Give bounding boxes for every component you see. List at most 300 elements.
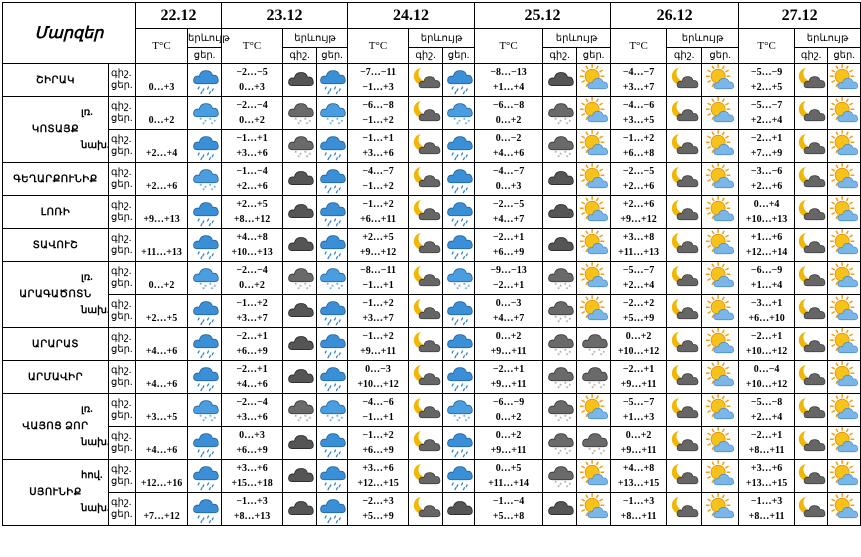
svg-text:*: * bbox=[298, 416, 302, 423]
moon-cloud-icon bbox=[409, 229, 443, 262]
moon-cloud-icon bbox=[409, 97, 443, 130]
night-temp: 0…+2 bbox=[495, 331, 522, 342]
day-temp: +3…+5 bbox=[622, 115, 655, 126]
svg-text:*: * bbox=[335, 117, 339, 124]
region-name: ԿՈՏԱՅՔ bbox=[3, 97, 109, 163]
dark-cloud-icon bbox=[283, 427, 317, 460]
sun-cloud-icon bbox=[702, 394, 739, 427]
day-header: ցեր. bbox=[702, 48, 739, 64]
svg-text:*: * bbox=[326, 414, 330, 421]
svg-text:*: * bbox=[293, 117, 297, 124]
temperature-cell bbox=[136, 394, 188, 427]
svg-text:*: * bbox=[201, 287, 205, 294]
night-temp: +2…+6 bbox=[622, 199, 655, 210]
rain-cloud-icon bbox=[317, 460, 348, 493]
temperature-cell bbox=[475, 163, 543, 196]
dark-cloud-icon bbox=[283, 328, 317, 361]
svg-text:*: * bbox=[556, 452, 560, 459]
svg-text:*: * bbox=[462, 282, 466, 289]
svg-text:*: * bbox=[567, 152, 571, 159]
sun-cloud-icon bbox=[577, 163, 611, 196]
temp-header: T°C bbox=[475, 29, 543, 64]
day-temp: +4…+6 bbox=[236, 379, 268, 390]
day-temp: +8…+11 bbox=[748, 511, 785, 522]
svg-text:*: * bbox=[208, 282, 212, 289]
rain-cloud-icon bbox=[188, 361, 222, 394]
night-temp: −5…−7 bbox=[622, 265, 655, 276]
svg-text:*: * bbox=[210, 122, 213, 129]
day-label: ցեր. bbox=[111, 179, 133, 190]
moon-cloud-icon bbox=[795, 493, 828, 526]
night-temp: −2…+1 bbox=[492, 364, 525, 375]
day-temp: +13…+15 bbox=[745, 478, 788, 489]
night-label: գիշ. bbox=[111, 68, 132, 79]
night-temp: −5…−7 bbox=[622, 397, 655, 408]
temp-header: T°C bbox=[611, 29, 667, 64]
day-temp: 0…+2 bbox=[148, 279, 175, 291]
svg-text:*: * bbox=[305, 287, 308, 294]
time-labels: լռ. գիշ. ցեր. bbox=[109, 394, 136, 427]
svg-text:*: * bbox=[298, 284, 302, 291]
sun-cloud-icon bbox=[702, 361, 739, 394]
moon-cloud-icon bbox=[795, 64, 828, 97]
day-label: ցեր. bbox=[111, 509, 133, 520]
day-label: ցեր. bbox=[111, 80, 133, 91]
rain-cloud-icon bbox=[443, 229, 475, 262]
night-temp: 0…+2 bbox=[625, 430, 652, 441]
sun-cloud-icon bbox=[702, 130, 739, 163]
night-temp: −1…+3 bbox=[236, 496, 268, 507]
phenomenon-header: երևույթ bbox=[283, 29, 348, 48]
temperature-cell bbox=[475, 196, 543, 229]
svg-text:*: * bbox=[293, 414, 297, 421]
svg-text:*: * bbox=[553, 414, 557, 421]
temperature-cell bbox=[136, 262, 188, 295]
day-temp: +9…+11 bbox=[620, 379, 657, 390]
time-labels: նախ. գիշ. ցեր. bbox=[109, 427, 136, 460]
day-temp: +2…+4 bbox=[750, 115, 783, 126]
svg-text:*: * bbox=[296, 155, 300, 162]
svg-text:*: * bbox=[296, 419, 300, 426]
night-temp: −6…−8 bbox=[362, 100, 394, 111]
night-header: գիշ. bbox=[283, 48, 317, 64]
day-temp: +4…+6 bbox=[145, 345, 178, 357]
svg-text:*: * bbox=[558, 119, 562, 126]
sun-cloud-icon bbox=[577, 64, 611, 97]
time-labels: հով. գիշ. ցեր. bbox=[109, 460, 136, 493]
svg-text:*: * bbox=[565, 287, 568, 294]
sun-cloud-icon bbox=[577, 130, 611, 163]
sun-cloud-icon bbox=[702, 97, 739, 130]
svg-text:*: * bbox=[198, 414, 202, 421]
rain-cloud-icon bbox=[443, 163, 475, 196]
night-header: գիշ. bbox=[409, 48, 443, 64]
svg-text:*: * bbox=[567, 119, 571, 126]
temperature-cell bbox=[136, 427, 188, 460]
svg-text:*: * bbox=[293, 150, 297, 157]
temperature-cell bbox=[739, 361, 795, 394]
svg-text:*: * bbox=[337, 287, 341, 294]
region-name: ՍՅՈՒՆԻՔ bbox=[3, 460, 109, 526]
svg-text:*: * bbox=[201, 419, 205, 426]
day-temp: +2…+6 bbox=[145, 180, 178, 192]
day-temp: +6…+11 bbox=[360, 214, 396, 225]
night-label: գիշ. bbox=[111, 299, 132, 310]
temperature-cell bbox=[348, 361, 409, 394]
svg-text:*: * bbox=[337, 122, 341, 129]
header-row-dates bbox=[3, 3, 861, 29]
night-temp: −6…−9 bbox=[492, 397, 525, 408]
svg-text:*: * bbox=[296, 287, 300, 294]
night-temp: −6…−9 bbox=[750, 265, 783, 276]
svg-text:*: * bbox=[558, 350, 562, 357]
sun-cloud-icon bbox=[828, 196, 861, 229]
svg-text:*: * bbox=[464, 287, 467, 294]
rain-cloud-icon bbox=[443, 64, 475, 97]
moon-cloud-icon bbox=[795, 130, 828, 163]
temperature-cell bbox=[222, 97, 283, 130]
svg-text:*: * bbox=[558, 416, 562, 423]
day-temp: +5…+8 bbox=[492, 511, 525, 522]
region-row bbox=[3, 229, 861, 262]
temperature-cell bbox=[348, 493, 409, 526]
rain-cloud-icon bbox=[443, 460, 475, 493]
temperature-cell bbox=[222, 328, 283, 361]
svg-text:*: * bbox=[556, 155, 560, 162]
svg-text:*: * bbox=[203, 185, 207, 192]
night-header: գիշ. bbox=[667, 48, 702, 64]
day-temp: +2…+6 bbox=[750, 181, 783, 192]
day-temp: +4…+6 bbox=[145, 444, 178, 456]
svg-text:*: * bbox=[565, 386, 568, 393]
night-temp: 0…−3 bbox=[495, 298, 522, 309]
temperature-cell bbox=[348, 196, 409, 229]
svg-text:*: * bbox=[307, 416, 311, 423]
svg-text:*: * bbox=[462, 117, 466, 124]
sun-cloud-icon bbox=[702, 328, 739, 361]
day-temp: +6…+8 bbox=[622, 148, 655, 159]
night-temp: 0…+5 bbox=[495, 463, 522, 474]
region-name: ՏԱՎՈՒՇ bbox=[3, 229, 109, 262]
moon-cloud-icon bbox=[667, 262, 702, 295]
svg-text:*: * bbox=[599, 386, 602, 393]
phenomenon-header: երևույթ bbox=[409, 29, 475, 48]
time-labels bbox=[109, 64, 136, 97]
night-label: գիշ. bbox=[111, 233, 132, 244]
rain-cloud-icon bbox=[188, 460, 222, 493]
moon-cloud-icon bbox=[795, 460, 828, 493]
day-label: ցեր. bbox=[111, 146, 133, 157]
time-labels bbox=[109, 328, 136, 361]
svg-text:*: * bbox=[210, 419, 213, 426]
temperature-cell bbox=[739, 427, 795, 460]
night-temp: −2…−4 bbox=[236, 265, 268, 276]
sun-cloud-icon bbox=[828, 262, 861, 295]
rain-cloud-icon bbox=[317, 130, 348, 163]
night-temp: −3…+1 bbox=[750, 298, 783, 309]
rain-cloud-icon bbox=[188, 64, 222, 97]
svg-text:*: * bbox=[553, 348, 557, 355]
regions-header: Մարզեր bbox=[3, 3, 136, 64]
svg-text:*: * bbox=[565, 122, 568, 129]
svg-text:*: * bbox=[462, 414, 466, 421]
day-temp: +3…+6 bbox=[362, 148, 394, 159]
night-temp: −2…−5 bbox=[236, 67, 268, 78]
day-temp: 0…+2 bbox=[239, 280, 265, 291]
sun-cloud-icon bbox=[828, 493, 861, 526]
moon-cloud-icon bbox=[795, 361, 828, 394]
day-temp: +4…+7 bbox=[492, 313, 525, 324]
temperature-cell bbox=[136, 229, 188, 262]
svg-text:*: * bbox=[331, 416, 334, 423]
temperature-cell bbox=[739, 163, 795, 196]
svg-text:*: * bbox=[558, 152, 562, 159]
region-name: ՎԱՅՈՑ ՁՈՐ bbox=[3, 394, 109, 460]
temperature-cell bbox=[348, 427, 409, 460]
night-temp: +1…+6 bbox=[750, 232, 783, 243]
day-temp: −1…+1 bbox=[362, 280, 394, 291]
day-header: ցեր. bbox=[317, 48, 348, 64]
temperature-cell bbox=[348, 130, 409, 163]
day-temp: +3…+7 bbox=[236, 313, 268, 324]
region-row bbox=[3, 196, 861, 229]
day-temp: 0…+2 bbox=[148, 114, 175, 126]
temperature-cell bbox=[475, 361, 543, 394]
sleet-cloud-icon bbox=[543, 130, 577, 163]
temperature-cell bbox=[136, 361, 188, 394]
phenomenon-header: երևույթ bbox=[543, 29, 611, 48]
night-temp: −2…+3 bbox=[362, 496, 394, 507]
rain-cloud-icon bbox=[317, 196, 348, 229]
svg-text:*: * bbox=[208, 117, 212, 124]
region-name: ԱՐԱՐԱՏ bbox=[3, 328, 109, 361]
day-label: ցեր. bbox=[111, 476, 133, 487]
temperature-cell bbox=[611, 493, 667, 526]
svg-text:*: * bbox=[455, 122, 459, 129]
day-temp: +11…+13 bbox=[141, 246, 182, 258]
sleet-cloud-icon bbox=[543, 394, 577, 427]
day-temp: +9…+11 bbox=[490, 445, 527, 456]
svg-text:*: * bbox=[212, 185, 216, 192]
temperature-cell bbox=[739, 493, 795, 526]
day-temp: +4…+7 bbox=[492, 214, 525, 225]
moon-cloud-icon bbox=[667, 130, 702, 163]
temperature-cell bbox=[136, 328, 188, 361]
day-temp: +10…+12 bbox=[617, 346, 660, 357]
sun-cloud-icon bbox=[828, 328, 861, 361]
night-temp: −1…+2 bbox=[362, 298, 394, 309]
svg-text:*: * bbox=[326, 282, 330, 289]
rain-cloud-icon bbox=[188, 196, 222, 229]
svg-text:*: * bbox=[563, 150, 567, 157]
day-temp: 0…+3 bbox=[148, 81, 175, 93]
snow-cloud-icon bbox=[188, 394, 222, 427]
day-label: ցեր. bbox=[111, 311, 133, 322]
moon-cloud-icon bbox=[667, 229, 702, 262]
temperature-cell bbox=[222, 427, 283, 460]
day-temp: +4…+6 bbox=[145, 378, 178, 390]
temp-header: T°C bbox=[348, 29, 409, 64]
moon-cloud-icon bbox=[409, 394, 443, 427]
moon-cloud-icon bbox=[409, 328, 443, 361]
date-header: 22.12 bbox=[136, 3, 222, 29]
day-label: ցեր. bbox=[111, 212, 133, 223]
sun-cloud-icon bbox=[828, 295, 861, 328]
region-row bbox=[3, 262, 861, 295]
sun-cloud-icon bbox=[577, 460, 611, 493]
temperature-cell bbox=[222, 163, 283, 196]
svg-text:*: * bbox=[553, 150, 557, 157]
svg-text:*: * bbox=[565, 353, 568, 360]
day-temp: +8…+11 bbox=[748, 445, 785, 456]
temperature-cell bbox=[611, 196, 667, 229]
sleet-cloud-icon bbox=[577, 361, 611, 394]
temperature-cell bbox=[222, 460, 283, 493]
temperature-cell bbox=[222, 394, 283, 427]
svg-text:*: * bbox=[298, 119, 302, 126]
svg-text:*: * bbox=[553, 282, 557, 289]
time-labels: նախ. գիշ. ցեր. bbox=[109, 295, 136, 328]
region-name: ՇԻՐԱԿ bbox=[3, 64, 109, 97]
sun-cloud-icon bbox=[577, 97, 611, 130]
night-temp: −1…−4 bbox=[236, 166, 268, 177]
night-temp: −2…+1 bbox=[750, 430, 783, 441]
day-temp: −1…+1 bbox=[362, 412, 394, 423]
temperature-cell bbox=[611, 229, 667, 262]
sleet-cloud-icon bbox=[283, 97, 317, 130]
temp-header: T°C bbox=[222, 29, 283, 64]
temperature-cell bbox=[739, 328, 795, 361]
phenomenon-header: երևույթ bbox=[188, 29, 222, 48]
night-temp: −2…−4 bbox=[236, 397, 268, 408]
svg-text:*: * bbox=[590, 386, 594, 393]
day-label: ցեր. bbox=[111, 245, 133, 256]
sun-cloud-icon bbox=[577, 229, 611, 262]
day-temp: +10…+13 bbox=[745, 214, 788, 225]
svg-text:*: * bbox=[212, 416, 216, 423]
svg-text:*: * bbox=[556, 122, 560, 129]
day-temp: +2…+5 bbox=[145, 312, 178, 324]
svg-text:*: * bbox=[198, 117, 202, 124]
temperature-cell bbox=[739, 229, 795, 262]
temperature-cell bbox=[222, 262, 283, 295]
sun-cloud-icon bbox=[702, 163, 739, 196]
night-label: գիշ. bbox=[111, 200, 132, 211]
day-temp: +9…+13 bbox=[143, 213, 180, 225]
region-row bbox=[3, 394, 861, 427]
svg-text:*: * bbox=[565, 320, 568, 327]
svg-text:*: * bbox=[296, 122, 300, 129]
rain-cloud-icon bbox=[188, 229, 222, 262]
temperature-cell bbox=[222, 130, 283, 163]
sun-cloud-icon bbox=[702, 262, 739, 295]
temperature-cell bbox=[348, 262, 409, 295]
svg-text:*: * bbox=[592, 449, 596, 456]
moon-cloud-icon bbox=[795, 394, 828, 427]
svg-text:*: * bbox=[303, 117, 307, 124]
svg-text:*: * bbox=[563, 447, 567, 454]
svg-text:*: * bbox=[455, 419, 459, 426]
sun-cloud-icon bbox=[577, 262, 611, 295]
night-temp: −2…+1 bbox=[236, 364, 268, 375]
svg-text:*: * bbox=[558, 383, 562, 390]
night-temp: −4…−6 bbox=[362, 397, 394, 408]
temperature-cell bbox=[739, 130, 795, 163]
night-label: գիշ. bbox=[111, 101, 132, 112]
temperature-cell bbox=[475, 460, 543, 493]
moon-cloud-icon bbox=[409, 130, 443, 163]
night-temp: −2…+1 bbox=[622, 364, 655, 375]
svg-text:*: * bbox=[452, 117, 456, 124]
temperature-cell bbox=[739, 196, 795, 229]
night-temp: −2…+1 bbox=[236, 331, 268, 342]
svg-text:*: * bbox=[587, 348, 591, 355]
svg-text:*: * bbox=[599, 353, 602, 360]
sleet-cloud-icon bbox=[577, 328, 611, 361]
moon-cloud-icon bbox=[409, 196, 443, 229]
moon-cloud-icon bbox=[795, 97, 828, 130]
temperature-cell bbox=[475, 328, 543, 361]
day-header: ցեր. bbox=[188, 48, 222, 64]
svg-text:*: * bbox=[556, 320, 560, 327]
night-temp: +2…+5 bbox=[236, 199, 268, 210]
night-temp: −8…−11 bbox=[360, 265, 396, 276]
svg-text:*: * bbox=[565, 485, 568, 492]
night-temp: −1…+2 bbox=[236, 298, 268, 309]
night-temp: +3…+6 bbox=[236, 463, 268, 474]
day-temp: +6…+9 bbox=[236, 346, 268, 357]
day-temp: +3…+5 bbox=[145, 411, 178, 423]
day-temp: −1…+2 bbox=[362, 115, 394, 126]
svg-text:*: * bbox=[307, 119, 311, 126]
svg-text:*: * bbox=[592, 350, 596, 357]
night-temp: −2…−4 bbox=[236, 100, 268, 111]
dark-cloud-icon bbox=[543, 64, 577, 97]
time-labels: նախ. գիշ. ցեր. bbox=[109, 130, 136, 163]
svg-text:*: * bbox=[556, 485, 560, 492]
day-temp: +8…+12 bbox=[233, 214, 271, 225]
day-temp: +7…+9 bbox=[750, 148, 783, 159]
svg-text:*: * bbox=[457, 284, 461, 291]
day-temp: +1…+4 bbox=[492, 82, 525, 93]
temperature-cell bbox=[222, 493, 283, 526]
sun-cloud-icon bbox=[702, 493, 739, 526]
day-temp: +2…+6 bbox=[622, 181, 655, 192]
temperature-cell bbox=[611, 97, 667, 130]
day-temp: 0…+2 bbox=[495, 115, 522, 126]
night-temp: −1…+3 bbox=[622, 496, 655, 507]
day-temp: +1…+3 bbox=[622, 412, 655, 423]
sleet-cloud-icon bbox=[577, 427, 611, 460]
night-temp: +2…+5 bbox=[362, 232, 394, 243]
svg-text:*: * bbox=[340, 416, 344, 423]
svg-text:*: * bbox=[565, 155, 568, 162]
moon-cloud-icon bbox=[409, 64, 443, 97]
day-temp: +10…+13 bbox=[231, 247, 273, 258]
night-temp: −2…−5 bbox=[492, 199, 525, 210]
temperature-cell bbox=[611, 64, 667, 97]
svg-text:*: * bbox=[212, 119, 216, 126]
temperature-cell bbox=[475, 97, 543, 130]
svg-text:*: * bbox=[553, 117, 557, 124]
day-temp: 0…+3 bbox=[495, 181, 522, 192]
night-temp: −3…−6 bbox=[750, 166, 783, 177]
day-temp: +10…+12 bbox=[745, 379, 788, 390]
temperature-cell bbox=[136, 196, 188, 229]
day-temp: +9…+12 bbox=[359, 247, 397, 258]
moon-cloud-icon bbox=[795, 427, 828, 460]
svg-text:*: * bbox=[303, 414, 307, 421]
